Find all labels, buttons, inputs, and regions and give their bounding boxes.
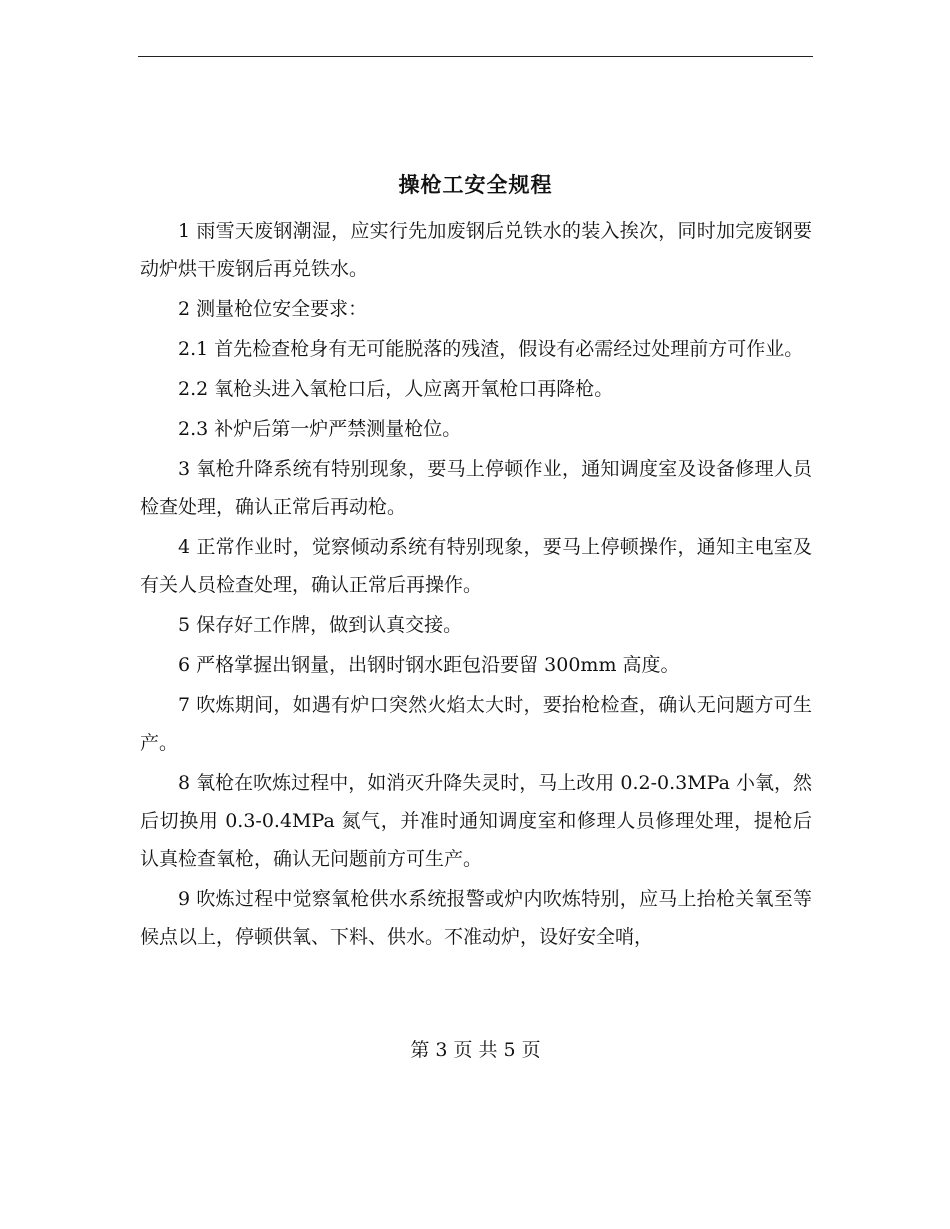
paragraph-1: 1 雨雪天废钢潮湿，应实行先加废钢后兑铁水的装入挨次，同时加完废钢要动炉烘干废钢后再兑铁水。 xyxy=(140,220,812,280)
paragraph-2-1: 2.1 首先检查枪身有无可能脱落的残渣，假设有必需经过处理前方可作业。 xyxy=(178,338,804,360)
paragraph-7: 7 吹炼期间，如遇有炉口突然火焰太大时，要抬枪检查，确认无问题方可生产。 xyxy=(140,694,812,754)
paragraph-4: 4 正常作业时，觉察倾动系统有特别现象，要马上停顿操作，通知主电室及有关人员检查处理，确认正常后再操作。 xyxy=(140,536,812,596)
paragraph-2-3: 2.3 补炉后第一炉严禁测量枪位。 xyxy=(178,418,462,440)
paragraph-2: 2 测量枪位安全要求： xyxy=(178,298,368,320)
paragraph-6: 6 严格掌握出钢量，出钢时钢水距包沿要留 300mm 高度。 xyxy=(178,654,680,676)
paragraph-5: 5 保存好工作牌，做到认真交接。 xyxy=(178,614,463,636)
document-body xyxy=(140,212,812,958)
paragraph-9: 9 吹炼过程中觉察氧枪供水系统报警或炉内吹炼特别，应马上抬枪关氧至等候点以上，停顿供氧、下料、供水。不准动炉，设好安全哨， xyxy=(140,888,812,948)
paragraph-8: 8 氧枪在吹炼过程中，如消灭升降失灵时，马上改用 0.2-0.3MPa 小氧，然后切换用 0.3-0.4MPa 氮气，并准时通知调度室和修理人员修理处理，提枪后认真检查氧枪，确认无问题前方可生产。 xyxy=(140,772,812,870)
page-title: 操枪工安全规程 xyxy=(398,172,553,197)
header-rule xyxy=(138,56,813,57)
paragraph-2-2: 2.2 氧枪头进入氧枪口后，人应离开氧枪口再降枪。 xyxy=(178,378,614,400)
paragraph-3: 3 氧枪升降系统有特别现象，要马上停顿作业，通知调度室及设备修理人员检查处理，确认正常后再动枪。 xyxy=(140,458,812,518)
page-number-footer: 第 3 页 共 5 页 xyxy=(410,1039,541,1061)
